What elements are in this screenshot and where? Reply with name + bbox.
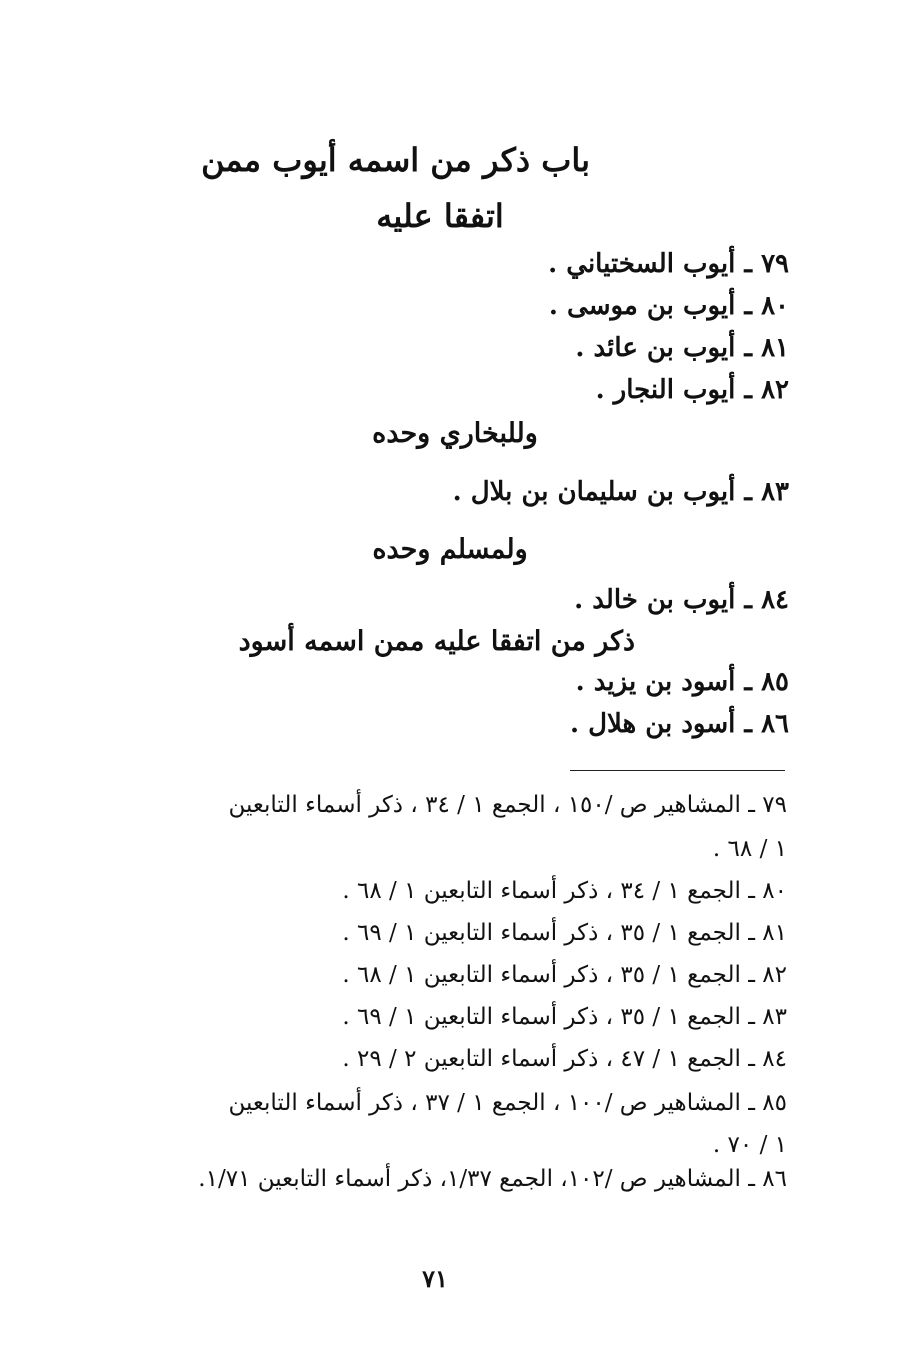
footnote-79-continued: ١ / ٦٨ .	[712, 836, 787, 862]
page-number: ٧١	[422, 1264, 448, 1293]
entry-80: ٨٠ ـ أيوب بن موسى .	[548, 291, 789, 321]
chapter-title-line-2: اتفقا عليه	[376, 197, 504, 235]
footnote-84: ٨٤ ـ الجمع ١ / ٤٧ ، ذكر أسماء التابعين ٢ / ٢٩ .	[342, 1046, 787, 1072]
footnote-81: ٨١ ـ الجمع ١ / ٣٥ ، ذكر أسماء التابعين ١ / ٦٩ .	[342, 920, 787, 946]
footnote-80: ٨٠ ـ الجمع ١ / ٣٤ ، ذكر أسماء التابعين ١ / ٦٨ .	[342, 878, 787, 904]
footnote-82: ٨٢ ـ الجمع ١ / ٣٥ ، ذكر أسماء التابعين ١ / ٦٨ .	[342, 962, 787, 988]
subheading-aswad: ذكر من اتفقا عليه ممن اسمه أسود	[238, 626, 635, 657]
entry-86: ٨٦ ـ أسود بن هلال .	[569, 709, 789, 739]
entry-82: ٨٢ ـ أيوب النجار .	[595, 375, 789, 405]
entry-79: ٧٩ ـ أيوب السختياني .	[548, 249, 789, 279]
footnote-85-continued: ١ / ٧٠ .	[712, 1132, 787, 1158]
entry-84: ٨٤ ـ أيوب بن خالد .	[574, 585, 789, 615]
footnote-83: ٨٣ ـ الجمع ١ / ٣٥ ، ذكر أسماء التابعين ١ / ٦٩ .	[342, 1004, 787, 1030]
entry-85: ٨٥ ـ أسود بن يزيد .	[575, 667, 789, 697]
subheading-muslim: ولمسلم وحده	[372, 534, 528, 565]
footnote-85: ٨٥ ـ المشاهير ص /١٠٠ ، الجمع ١ / ٣٧ ، ذكر أسماء التابعين	[228, 1090, 787, 1116]
entry-81: ٨١ ـ أيوب بن عائد .	[575, 333, 789, 363]
footnote-86: ٨٦ ـ المشاهير ص /١٠٢، الجمع ١/٣٧، ذكر أسماء التابعين ١/٧١.	[198, 1166, 787, 1192]
footnote-79: ٧٩ ـ المشاهير ص /١٥٠ ، الجمع ١ / ٣٤ ، ذكر أسماء التابعين	[228, 792, 787, 818]
chapter-title-line-1: باب ذكر من اسمه أيوب ممن	[201, 141, 590, 179]
entry-83: ٨٣ ـ أيوب بن سليمان بن بلال .	[452, 477, 789, 507]
footnote-separator	[570, 770, 785, 771]
subheading-bukhari: وللبخاري وحده	[372, 418, 538, 449]
